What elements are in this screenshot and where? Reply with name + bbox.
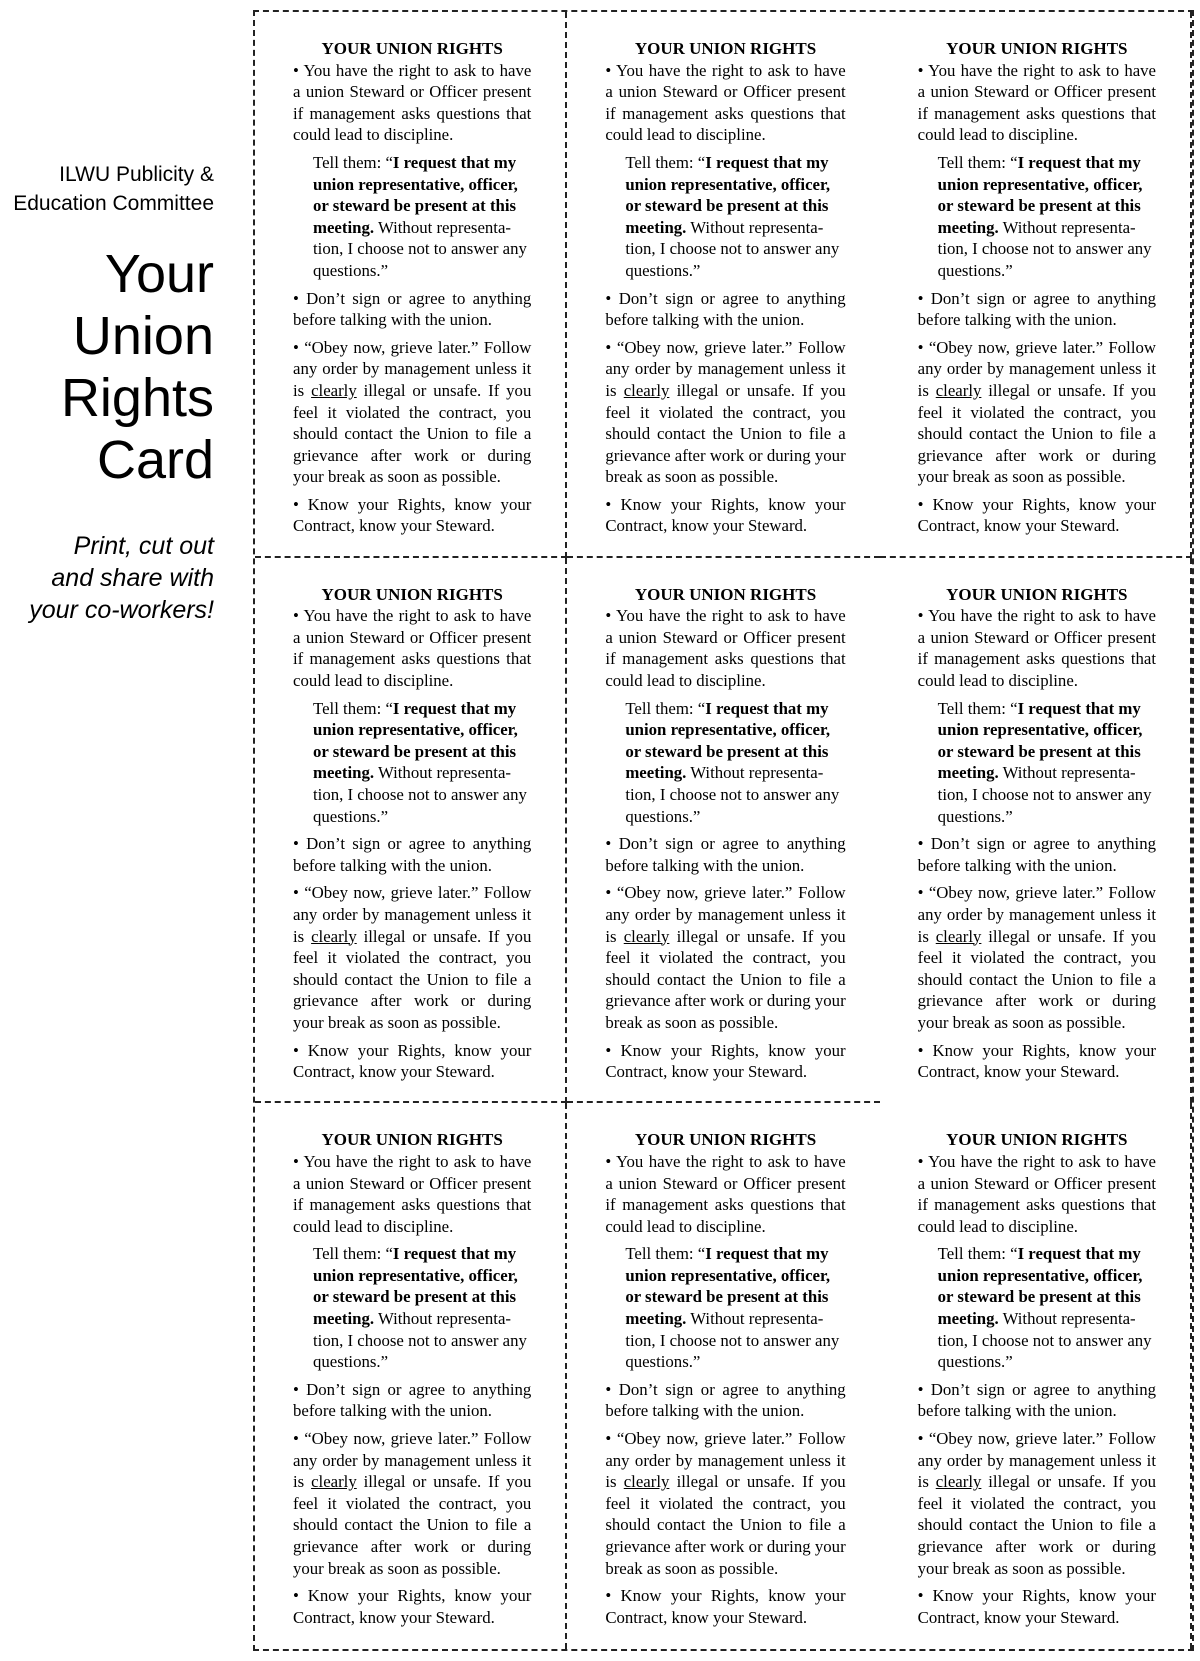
tell-prefix: Tell them: “: [937, 1244, 1018, 1264]
tagline: [0, 530, 214, 626]
tell-rest: Without representa-tion, I choose not to answer any questions.”: [937, 217, 1152, 280]
know-rights-text: • Know your Rights, know your Contract, know your Steward.: [917, 1586, 1156, 1627]
right-to-ask-text: • You have the right to ask to have a union Steward or Officer present if management asks questions that could lead to discipline.: [293, 1151, 532, 1236]
tell-rest: Without representa-tion, I choose not to answer any questions.”: [937, 763, 1152, 826]
card-title: YOUR UNION RIGHTS: [321, 39, 503, 58]
tell-request-bold: I request that my union representative, officer, or steward be present at this meeting.: [937, 152, 1143, 237]
know-rights-text: • Know your Rights, know your Contract, know your Steward.: [293, 1586, 532, 1627]
tell-them-text: [625, 1243, 845, 1373]
dont-sign-text: • Don’t sign or agree to anything before talking with the union.: [293, 834, 532, 875]
know-rights-text: • Know your Rights, know your Contract, know your Steward.: [917, 1040, 1156, 1082]
obey-underlined: clearly: [311, 926, 357, 946]
tell-rest: Without representa-tion, I choose not to answer any questions.”: [625, 217, 840, 280]
tagline-line: Print, cut out: [73, 532, 214, 560]
tell-request-bold: I request that my union representative, officer, or steward be present at this meeting.: [313, 152, 518, 237]
title-line: Your: [104, 244, 214, 304]
right-to-ask-text: • You have the right to ask to have a union Steward or Officer present if management asks questions that could lead to discipline.: [605, 606, 846, 691]
tell-prefix: Tell them: “: [313, 698, 393, 718]
tell-prefix: Tell them: “: [937, 698, 1018, 718]
rights-card: [567, 12, 879, 558]
rights-card: [880, 12, 1192, 558]
document-title: [0, 243, 214, 491]
tell-prefix: Tell them: “: [937, 152, 1018, 172]
obey-after: illegal or unsafe. If you feel it violated the contract, you should contact the Union to file a grievance after work or during your break as soon as possible.: [293, 1472, 532, 1578]
obey-before: • “Obey now, grieve later.” Follow any order by management unless it is: [917, 337, 1156, 400]
obey-underlined: clearly: [623, 380, 670, 400]
dont-sign-text: • Don’t sign or agree to anything before talking with the union.: [917, 834, 1156, 875]
card-title: YOUR UNION RIGHTS: [946, 39, 1128, 58]
tell-them-text: [625, 152, 845, 282]
know-rights-text: • Know your Rights, know your Contract, know your Steward.: [605, 1040, 846, 1082]
card-title: YOUR UNION RIGHTS: [634, 39, 817, 58]
tell-request-bold: I request that my union representative, officer, or steward be present at this meeting.: [625, 152, 831, 237]
know-rights-text: • Know your Rights, know your Contract, know your Steward.: [605, 1586, 846, 1627]
tell-rest: Without representa-tion, I choose not to answer any questions.”: [625, 1309, 840, 1372]
dont-sign-text: • Don’t sign or agree to anything before talking with the union.: [917, 1379, 1156, 1421]
tell-rest: Without representa-tion, I choose not to answer any questions.”: [625, 763, 840, 826]
obey-underlined: clearly: [311, 380, 357, 400]
title-line: Card: [96, 430, 214, 490]
rights-card: [880, 558, 1192, 1104]
right-to-ask-text: • You have the right to ask to have a union Steward or Officer present if management asks questions that could lead to discipline.: [605, 1151, 846, 1236]
know-rights-text: • Know your Rights, know your Contract, know your Steward.: [917, 494, 1156, 536]
tell-them-text: [313, 698, 531, 828]
rights-card: [880, 1103, 1192, 1649]
obey-before: • “Obey now, grieve later.” Follow any order by management unless it is: [917, 1429, 1156, 1492]
tagline-line: your co-workers!: [29, 596, 214, 624]
obey-now-text: [918, 337, 1156, 488]
dont-sign-text: • Don’t sign or agree to anything before talking with the union.: [605, 288, 846, 330]
rights-card: [567, 1103, 879, 1649]
obey-after: illegal or unsafe. If you feel it violated the contract, you should contact the Union to file a grievance after work or during your break as soon as possible.: [293, 926, 532, 1032]
tagline-line: and share with: [51, 564, 214, 592]
obey-now-text: [293, 882, 531, 1033]
tell-rest: Without representa-tion, I choose not to answer any questions.”: [937, 1309, 1152, 1372]
know-rights-text: • Know your Rights, know your Contract, know your Steward.: [293, 1040, 532, 1082]
obey-underlined: clearly: [935, 1472, 982, 1492]
tell-rest: Without representa-tion, I choose not to answer any questions.”: [313, 763, 527, 826]
dont-sign-text: • Don’t sign or agree to anything before talking with the union.: [605, 1379, 846, 1421]
obey-now-text: [918, 882, 1156, 1033]
obey-after: illegal or unsafe. If you feel it violated the contract, you should contact the Union to file a grievance after work or during your break as soon as possible.: [605, 926, 846, 1032]
right-to-ask-text: • You have the right to ask to have a union Steward or Officer present if management asks questions that could lead to discipline.: [917, 606, 1156, 691]
publisher-line: ILWU Publicity &: [59, 163, 214, 186]
know-rights-text: • Know your Rights, know your Contract, know your Steward.: [293, 494, 532, 536]
card-title: YOUR UNION RIGHTS: [321, 584, 503, 604]
tell-request-bold: I request that my union representative, officer, or steward be present at this meeting.: [313, 1244, 518, 1329]
tell-rest: Without representa-tion, I choose not to answer any questions.”: [313, 1309, 527, 1372]
rights-card: [255, 558, 567, 1104]
tell-prefix: Tell them: “: [313, 152, 393, 172]
dont-sign-text: • Don’t sign or agree to anything before talking with the union.: [293, 288, 532, 330]
right-to-ask-text: • You have the right to ask to have a union Steward or Officer present if management asks questions that could lead to discipline.: [605, 60, 846, 145]
tell-prefix: Tell them: “: [625, 698, 706, 718]
obey-before: • “Obey now, grieve later.” Follow any order by management unless it is: [917, 883, 1156, 946]
rights-card: [255, 1103, 567, 1649]
tell-them-text: [313, 152, 531, 282]
dont-sign-text: • Don’t sign or agree to anything before talking with the union.: [917, 288, 1156, 330]
card-title: YOUR UNION RIGHTS: [946, 1130, 1128, 1150]
dont-sign-text: • Don’t sign or agree to anything before talking with the union.: [293, 1379, 532, 1421]
obey-underlined: clearly: [935, 380, 982, 400]
tell-prefix: Tell them: “: [313, 1244, 393, 1264]
card-title: YOUR UNION RIGHTS: [634, 584, 817, 604]
title-line: Rights: [60, 368, 214, 428]
tell-them-text: [938, 152, 1156, 282]
obey-before: • “Obey now, grieve later.” Follow any order by management unless it is: [293, 1429, 532, 1492]
card-title: YOUR UNION RIGHTS: [321, 1130, 503, 1150]
obey-before: • “Obey now, grieve later.” Follow any order by management unless it is: [293, 883, 532, 946]
obey-now-text: [293, 1428, 531, 1579]
obey-after: illegal or unsafe. If you feel it violated the contract, you should contact the Union to file a grievance after work or during your break as soon as possible.: [605, 380, 846, 487]
obey-now-text: [605, 337, 845, 488]
tell-rest: Without representa-tion, I choose not to answer any questions.”: [313, 217, 527, 280]
tell-them-text: [938, 698, 1156, 828]
obey-after: illegal or unsafe. If you feel it violated the contract, you should contact the Union to file a grievance after work or during your break as soon as possible.: [917, 380, 1157, 487]
rights-card: [567, 558, 879, 1104]
obey-now-text: [918, 1428, 1156, 1579]
tell-prefix: Tell them: “: [625, 1244, 706, 1264]
right-to-ask-text: • You have the right to ask to have a union Steward or Officer present if management asks questions that could lead to discipline.: [917, 1151, 1156, 1236]
tell-request-bold: I request that my union representative, officer, or steward be present at this meeting.: [625, 698, 831, 783]
tell-request-bold: I request that my union representative, officer, or steward be present at this meeting.: [937, 698, 1143, 783]
right-to-ask-text: • You have the right to ask to have a union Steward or Officer present if management asks questions that could lead to discipline.: [293, 606, 532, 691]
obey-after: illegal or unsafe. If you feel it violated the contract, you should contact the Union to file a grievance after work or during your break as soon as possible.: [293, 380, 532, 487]
obey-after: illegal or unsafe. If you feel it violated the contract, you should contact the Union to file a grievance after work or during your break as soon as possible.: [605, 1472, 846, 1578]
obey-underlined: clearly: [935, 926, 982, 946]
right-to-ask-text: • You have the right to ask to have a union Steward or Officer present if management asks questions that could lead to discipline.: [293, 60, 532, 145]
obey-after: illegal or unsafe. If you feel it violated the contract, you should contact the Union to file a grievance after work or during your break as soon as possible.: [917, 926, 1157, 1032]
card-title: YOUR UNION RIGHTS: [634, 1130, 817, 1150]
obey-underlined: clearly: [623, 1472, 670, 1492]
obey-after: illegal or unsafe. If you feel it violated the contract, you should contact the Union to file a grievance after work or during your break as soon as possible.: [917, 1472, 1157, 1578]
obey-now-text: [605, 1428, 845, 1579]
publisher-line: Education Committee: [13, 192, 214, 215]
rights-card: [255, 12, 567, 558]
obey-before: • “Obey now, grieve later.” Follow any order by management unless it is: [293, 337, 532, 400]
tell-request-bold: I request that my union representative, officer, or steward be present at this meeting.: [625, 1244, 831, 1329]
obey-now-text: [605, 882, 845, 1033]
tell-them-text: [313, 1243, 531, 1373]
obey-underlined: clearly: [311, 1472, 357, 1492]
card-title: YOUR UNION RIGHTS: [946, 584, 1128, 604]
tell-request-bold: I request that my union representative, officer, or steward be present at this meeting.: [937, 1244, 1143, 1329]
dont-sign-text: • Don’t sign or agree to anything before talking with the union.: [605, 834, 846, 875]
tell-them-text: [938, 1243, 1156, 1373]
tell-request-bold: I request that my union representative, officer, or steward be present at this meeting.: [313, 698, 518, 783]
tell-prefix: Tell them: “: [625, 152, 706, 172]
right-to-ask-text: • You have the right to ask to have a union Steward or Officer present if management asks questions that could lead to discipline.: [917, 60, 1156, 145]
card-sheet: [253, 10, 1194, 1651]
know-rights-text: • Know your Rights, know your Contract, know your Steward.: [605, 494, 846, 536]
obey-underlined: clearly: [623, 926, 670, 946]
tell-them-text: [625, 698, 845, 828]
obey-now-text: [293, 337, 531, 488]
publisher-name: [0, 160, 214, 218]
title-line: Union: [72, 306, 214, 366]
obey-before: • “Obey now, grieve later.” Follow any order by management unless it is: [605, 337, 846, 400]
obey-before: • “Obey now, grieve later.” Follow any order by management unless it is: [605, 1429, 846, 1492]
obey-before: • “Obey now, grieve later.” Follow any order by management unless it is: [605, 883, 846, 946]
